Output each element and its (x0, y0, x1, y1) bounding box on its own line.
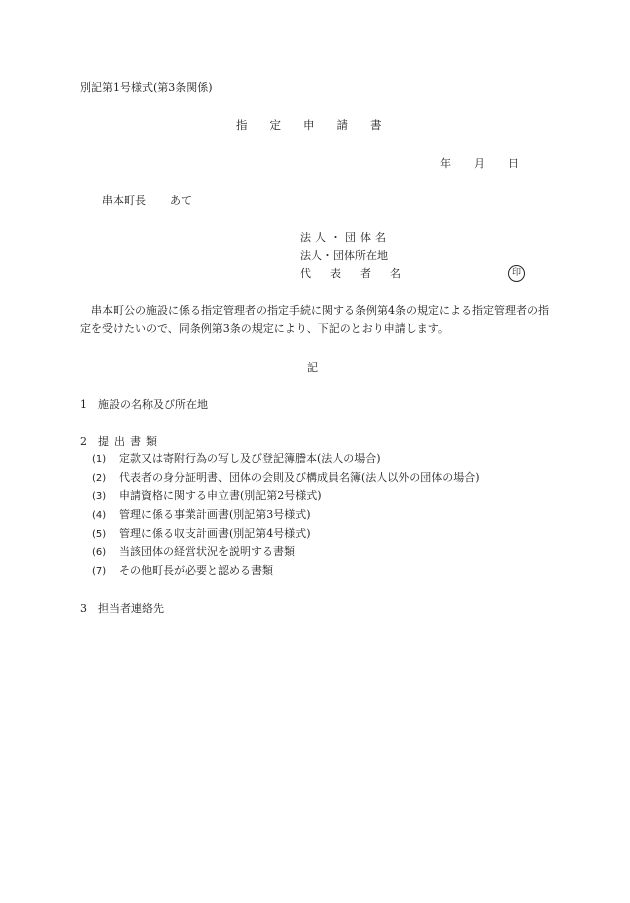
section-number: 1 (80, 398, 87, 411)
item-index: (2) (92, 472, 107, 484)
list-item (92, 490, 480, 509)
section-number: 3 (80, 602, 87, 615)
ki-heading: 記 (307, 361, 318, 374)
applicant-representative-label (300, 268, 420, 279)
applicant-address-label: 法人・団体所在地 (300, 249, 388, 262)
section-title: 提出書類 (98, 435, 162, 448)
applicant-org-label: 法人・団体名 (300, 231, 390, 244)
application-statement: 串本町公の施設に係る指定管理者の指定手続に関する条例第4条の規定による指定管理者の指定を受けたいので、同条例第3条の規定により、下記のとおり申請します。 (80, 304, 549, 335)
item-text: 管理に係る事業計画書(別記第3号様式) (119, 508, 311, 522)
section-title: 担当者連絡先 (98, 602, 164, 615)
list-item (92, 472, 480, 491)
item-index: (6) (92, 547, 107, 559)
item-index: (5) (92, 528, 107, 540)
section-contact (80, 603, 164, 614)
title-char: 申 (303, 118, 315, 132)
date-line (440, 158, 542, 169)
title-char: 書 (370, 118, 382, 132)
date-year-label: 年 (440, 157, 451, 170)
addressee (102, 195, 192, 206)
item-text: 代表者の身分証明書、団体の会則及び構成員名簿(法人以外の団体の場合) (119, 470, 480, 484)
item-text: 当該団体の経営状況を説明する書類 (119, 545, 295, 559)
item-index: (7) (92, 566, 107, 578)
date-day-label: 日 (508, 157, 519, 170)
list-item (92, 565, 480, 584)
item-text: その他町長が必要と認める書類 (119, 564, 273, 578)
section-number: 2 (80, 435, 87, 448)
title-char: 定 (269, 118, 281, 132)
rep-char: 名 (390, 267, 401, 280)
date-month-label: 月 (474, 157, 485, 170)
seal-mark-icon: 印 (508, 265, 525, 282)
list-item (92, 546, 480, 565)
document-title (236, 120, 404, 132)
title-char: 請 (336, 118, 348, 132)
rep-char: 表 (330, 267, 341, 280)
item-index: (1) (92, 454, 107, 465)
rep-char: 代 (300, 267, 311, 280)
rep-char: 者 (360, 267, 371, 280)
title-char: 指 (236, 118, 248, 132)
item-index: (4) (92, 510, 107, 522)
item-text: 管理に係る収支計画書(別記第4号様式) (119, 526, 311, 540)
addressee-name: 串本町長 (102, 194, 146, 207)
document-list (92, 453, 480, 584)
item-text: 定款又は寄附行為の写し及び登記簿謄本(法人の場合) (119, 452, 381, 465)
section-documents (80, 436, 162, 447)
section-facility (80, 399, 208, 410)
section-title: 施設の名称及び所在地 (98, 398, 208, 411)
form-reference: 別記第1号様式(第3条関係) (80, 81, 213, 94)
list-item (92, 509, 480, 528)
addressee-suffix: あて (170, 194, 192, 207)
item-text: 申請資格に関する申立書(別記第2号様式) (119, 489, 322, 503)
list-item (92, 453, 480, 472)
item-index: (3) (92, 491, 107, 503)
list-item (92, 528, 480, 547)
